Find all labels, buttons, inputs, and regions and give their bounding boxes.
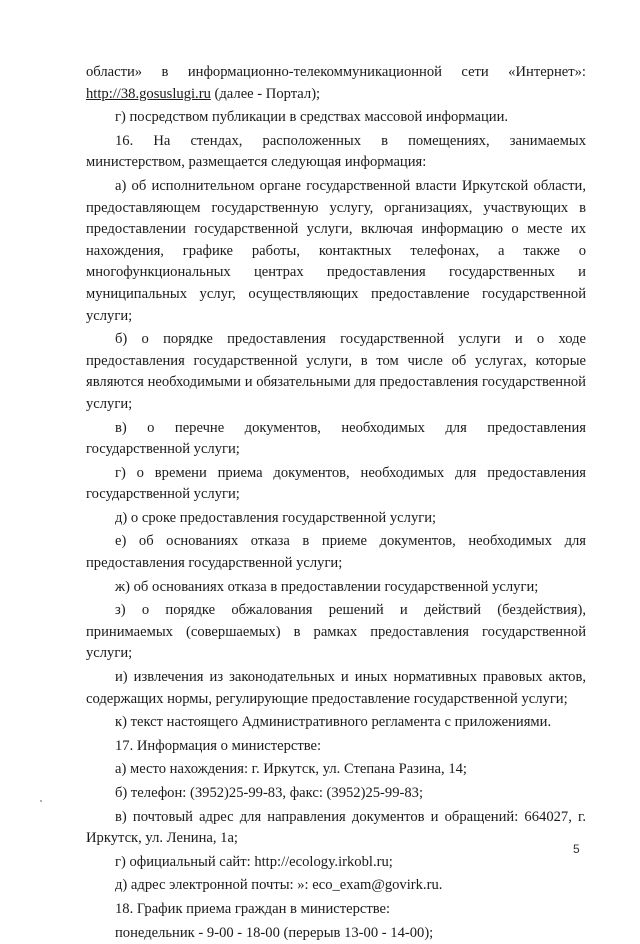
scan-speck — [40, 800, 42, 802]
paragraph-item: е) об основаниях отказа в приеме документов, необходимых для предоставления государственной услуги; — [86, 533, 586, 572]
paragraph-item: к) текст настоящего Административного регламента с приложениями. — [115, 714, 552, 731]
section-heading-17: 17. Информация о министерстве: — [115, 737, 322, 754]
paragraph-item: г) посредством публикации в средствах массовой информации. — [115, 109, 509, 126]
schedule-line: понедельник - 9-00 - 18-00 (перерыв 13-00 - 14-00); — [115, 924, 434, 941]
paragraph-item: а) об исполнительном органе государственной власти Иркутской области, предоставляющем государственную услугу, организациях, участвующих в предоставлении государственной услуги, включая информацию о месте их нахождения, графике работы, контактных телефонах, а также о многофункциональных центрах предоставления государственных и муниципальных услуг, осуществляющих предоставление государственной услуги; — [86, 177, 586, 324]
email-line: д) адрес электронной почты: »: eco_exam@govirk.ru. — [115, 877, 443, 894]
page-number: 5 — [573, 842, 580, 856]
paragraph-item: д) о сроке предоставления государственной услуги; — [115, 509, 437, 526]
paragraph-item: в) почтовый адрес для направления документов и обращений: 664027, г. Иркутск, ул. Ленина, 1а; — [86, 808, 586, 847]
paragraph-item: в) о перечне документов, необходимых для предоставления государственной услуги; — [86, 419, 586, 458]
paragraph-item: б) телефон: (3952)25-99-83, факс: (3952)25-99-83; — [115, 785, 424, 801]
paragraph-item: б) о порядке предоставления государственной услуги и о ходе предоставления государственной услуги, в том числе об услугах, которые являются необходимыми и обязательными для предоставления государственной услуги; — [86, 331, 586, 412]
portal-suffix: (далее - Портал); — [210, 85, 321, 102]
document-body — [86, 62, 586, 944]
portal-link[interactable]: http://38.gosuslugi.ru — [86, 85, 211, 102]
paragraph-item: ж) об основаниях отказа в предоставлении государственной услуги; — [115, 578, 539, 595]
paragraph-item: з) о порядке обжалования решений и действий (бездействия), принимаемых (совершаемых) в рамках предоставления государственной услуги; — [86, 602, 586, 662]
section-heading-16: 16. На стендах, расположенных в помещениях, занимаемых министерством, размещается следующая информация: — [86, 132, 586, 171]
paragraph-item: и) извлечения из законодательных и иных нормативных правовых актов, содержащих нормы, регулирующие предоставление государственной услуги; — [86, 669, 586, 707]
portal-text: области» в информационно-телекоммуникационной сети «Интернет»: — [86, 64, 586, 80]
paragraph-item: г) о времени приема документов, необходимых для предоставления государственной услуги; — [86, 464, 586, 503]
paragraph-portal — [86, 62, 586, 105]
website-line: г) официальный сайт: http://ecology.irkobl.ru; — [115, 853, 393, 870]
section-heading-18: 18. График приема граждан в министерстве: — [115, 900, 391, 917]
paragraph-item: а) место нахождения: г. Иркутск, ул. Степана Разина, 14; — [115, 761, 467, 778]
